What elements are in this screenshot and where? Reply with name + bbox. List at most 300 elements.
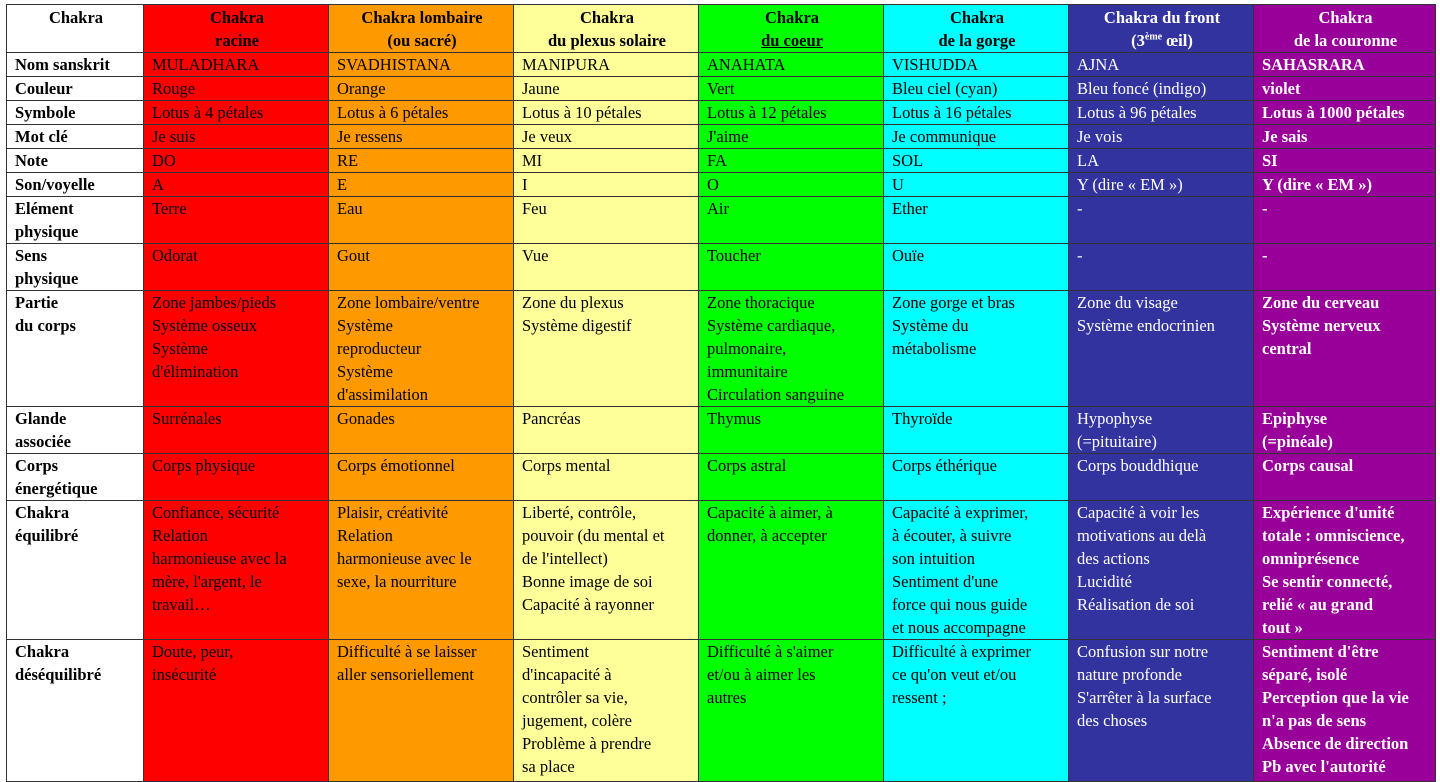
table-cell xyxy=(1254,197,1436,244)
table-cell xyxy=(699,407,884,454)
cell-line: - xyxy=(1262,199,1268,218)
table-cell xyxy=(1254,77,1436,101)
cell-line: Je sais xyxy=(1262,127,1308,146)
cell-line: omniprésence xyxy=(1262,549,1360,568)
cell-line: Vue xyxy=(522,246,549,265)
row-label xyxy=(7,407,144,454)
table-cell xyxy=(884,125,1069,149)
cell-line: SI xyxy=(1262,151,1278,170)
table-cell xyxy=(1069,173,1254,197)
row-label xyxy=(7,125,144,149)
cell-line: Corps physique xyxy=(152,456,256,475)
cell-line: Difficulté à s'aimer xyxy=(707,642,834,661)
cell-line: de l'intellect) xyxy=(522,549,608,568)
cell-line: Odorat xyxy=(152,246,198,265)
cell-line: Doute, peur, xyxy=(152,642,234,661)
cell-line: U xyxy=(892,175,904,194)
cell-line: Système osseux xyxy=(152,316,257,335)
cell-line: n'a pas de sens xyxy=(1262,711,1367,730)
header-superscript: ème xyxy=(1144,31,1163,43)
cell-line: force qui nous guide xyxy=(892,595,1028,614)
table-cell xyxy=(329,173,514,197)
table-row xyxy=(7,454,1436,501)
cell-line: nature profonde xyxy=(1077,665,1182,684)
cell-line: SVADHISTANA xyxy=(337,55,451,74)
table-cell xyxy=(884,77,1069,101)
cell-line: Orange xyxy=(337,79,386,98)
table-cell xyxy=(884,101,1069,125)
cell-line: Difficulté à exprimer xyxy=(892,642,1031,661)
cell-line: (=pinéale) xyxy=(1262,432,1333,451)
cell-line: Zone du plexus xyxy=(522,293,624,312)
table-cell xyxy=(144,53,329,77)
cell-line: Ouïe xyxy=(892,246,925,265)
cell-line: insécurité xyxy=(152,665,217,684)
cell-line: Système nerveux xyxy=(1262,316,1381,335)
table-cell xyxy=(699,291,884,407)
table-cell xyxy=(329,77,514,101)
table-cell xyxy=(1069,149,1254,173)
table-cell xyxy=(514,407,699,454)
row-label-line: Chakra xyxy=(15,503,70,522)
cell-line: Pancréas xyxy=(522,409,581,428)
row-label-line: Nom sanskrit xyxy=(15,55,110,74)
row-label xyxy=(7,501,144,640)
cell-line: Thymus xyxy=(707,409,762,428)
cell-line: pulmonaire, xyxy=(707,339,787,358)
cell-line: J'aime xyxy=(707,127,749,146)
cell-line: à écouter, à suivre xyxy=(892,526,1012,545)
cell-line: Jaune xyxy=(522,79,560,98)
cell-line: Relation xyxy=(152,526,208,545)
table-cell xyxy=(514,640,699,782)
chakra-table xyxy=(6,4,1436,782)
cell-line: Y (dire « EM ») xyxy=(1077,175,1183,194)
cell-line: Surrénales xyxy=(152,409,222,428)
cell-line: Epiphyse xyxy=(1262,409,1328,428)
cell-line: Je communique xyxy=(892,127,997,146)
table-cell xyxy=(884,501,1069,640)
table-cell xyxy=(884,407,1069,454)
table-cell xyxy=(144,149,329,173)
cell-line: DO xyxy=(152,151,176,170)
cell-line: motivations au delà xyxy=(1077,526,1207,545)
cell-line: Je suis xyxy=(152,127,196,146)
cell-line: Terre xyxy=(152,199,187,218)
cell-line: A xyxy=(152,175,164,194)
table-cell xyxy=(329,125,514,149)
header-line-2: (ou sacré) xyxy=(387,31,457,50)
column-header xyxy=(144,5,329,53)
cell-line: ce qu'on veut et/ou xyxy=(892,665,1017,684)
cell-line: Système xyxy=(337,362,393,381)
table-cell xyxy=(1254,173,1436,197)
cell-line: d'élimination xyxy=(152,362,239,381)
cell-line: ressent ; xyxy=(892,688,947,707)
cell-line: Lotus à 96 pétales xyxy=(1077,103,1197,122)
table-cell xyxy=(1069,454,1254,501)
cell-line: Sentiment d'une xyxy=(892,572,999,591)
cell-line: AJNA xyxy=(1077,55,1120,74)
cell-line: MULADHARA xyxy=(152,55,260,74)
table-cell xyxy=(1069,640,1254,782)
table-cell xyxy=(1254,149,1436,173)
table-cell xyxy=(144,77,329,101)
cell-line: Corps éthérique xyxy=(892,456,997,475)
cell-line: Feu xyxy=(522,199,547,218)
table-cell xyxy=(1069,244,1254,291)
table-cell xyxy=(329,244,514,291)
header-line-1: Chakra xyxy=(949,8,1005,27)
cell-line: relié « au grand xyxy=(1262,595,1374,614)
cell-line: Confiance, sécurité xyxy=(152,503,280,522)
cell-line: reproducteur xyxy=(337,339,422,358)
cell-line: Lotus à 1000 pétales xyxy=(1262,103,1405,122)
cell-line: Capacité à aimer, à xyxy=(707,503,833,522)
row-label xyxy=(7,173,144,197)
cell-line: ANAHATA xyxy=(707,55,786,74)
table-cell xyxy=(699,501,884,640)
cell-line: harmonieuse avec la xyxy=(152,549,287,568)
table-cell xyxy=(884,53,1069,77)
row-label-line: équilibré xyxy=(15,526,79,545)
table-cell xyxy=(884,149,1069,173)
cell-line: Zone thoracique xyxy=(707,293,815,312)
table-cell xyxy=(1069,291,1254,407)
cell-line: Capacité à voir les xyxy=(1077,503,1200,522)
cell-line: Lotus à 12 pétales xyxy=(707,103,827,122)
table-row xyxy=(7,407,1436,454)
row-label-line: Mot clé xyxy=(15,127,68,146)
cell-line: Sentiment d'être xyxy=(1262,642,1379,661)
cell-line: FA xyxy=(707,151,727,170)
cell-line: Zone du visage xyxy=(1077,293,1178,312)
cell-line: MANIPURA xyxy=(522,55,611,74)
table-cell xyxy=(144,291,329,407)
corner-header: Chakra xyxy=(7,5,144,53)
cell-line: autres xyxy=(707,688,747,707)
cell-line: Système xyxy=(152,339,208,358)
table-cell xyxy=(514,291,699,407)
cell-line: central xyxy=(1262,339,1312,358)
cell-line: Expérience d'unité xyxy=(1262,503,1395,522)
cell-line: Problème à prendre xyxy=(522,734,652,753)
header-line-2: racine xyxy=(215,31,259,50)
row-label-line: déséquilibré xyxy=(15,665,102,684)
cell-line: Vert xyxy=(707,79,735,98)
header-line-2: de la couronne xyxy=(1293,31,1398,50)
table-cell xyxy=(699,101,884,125)
header-line-1: Chakra xyxy=(209,8,265,27)
table-cell xyxy=(699,244,884,291)
cell-line: Système endocrinien xyxy=(1077,316,1215,335)
row-label xyxy=(7,77,144,101)
cell-line: harmonieuse avec le xyxy=(337,549,472,568)
table-cell xyxy=(699,454,884,501)
header-text: (3 xyxy=(1131,31,1145,50)
cell-line: SOL xyxy=(892,151,924,170)
row-label-line: Glande xyxy=(15,409,67,428)
cell-line: sexe, la nourriture xyxy=(337,572,457,591)
cell-line: (=pituitaire) xyxy=(1077,432,1157,451)
cell-line: Zone jambes/pieds xyxy=(152,293,277,312)
table-cell xyxy=(699,640,884,782)
header-line-1: Chakra xyxy=(1318,8,1373,27)
table-cell xyxy=(514,77,699,101)
table-row xyxy=(7,173,1436,197)
table-cell xyxy=(329,197,514,244)
cell-line: Je veux xyxy=(522,127,572,146)
table-cell xyxy=(1254,101,1436,125)
table-cell xyxy=(1254,125,1436,149)
table-cell xyxy=(884,244,1069,291)
cell-line: immunitaire xyxy=(707,362,788,381)
table-cell xyxy=(329,291,514,407)
cell-line: LA xyxy=(1077,151,1099,170)
table-row xyxy=(7,101,1436,125)
cell-line: des actions xyxy=(1077,549,1150,568)
table-cell xyxy=(884,173,1069,197)
table-cell xyxy=(1254,407,1436,454)
cell-line: sa place xyxy=(522,757,575,776)
table-cell xyxy=(329,454,514,501)
table-cell xyxy=(1254,291,1436,407)
cell-line: Lucidité xyxy=(1077,572,1132,591)
table-cell xyxy=(1069,501,1254,640)
cell-line: MI xyxy=(522,151,543,170)
header-line-2: du coeur xyxy=(761,31,823,50)
table-cell xyxy=(514,197,699,244)
cell-line: violet xyxy=(1262,79,1301,98)
row-label-line: Symbole xyxy=(15,103,76,122)
table-cell xyxy=(514,125,699,149)
table-cell xyxy=(1254,640,1436,782)
row-label-line: Couleur xyxy=(15,79,73,98)
header-line-1: Chakra du front xyxy=(1103,8,1221,27)
cell-line: Absence de direction xyxy=(1262,734,1409,753)
cell-line: Liberté, contrôle, xyxy=(522,503,637,522)
header-line-1: Chakra xyxy=(579,8,635,27)
cell-line: Système digestif xyxy=(522,316,632,335)
cell-line: Rouge xyxy=(152,79,196,98)
header-text: œil) xyxy=(1162,31,1193,50)
table-cell xyxy=(1254,501,1436,640)
cell-line: métabolisme xyxy=(892,339,977,358)
cell-line: Corps émotionnel xyxy=(337,456,455,475)
table-cell xyxy=(514,101,699,125)
cell-line: Capacité à rayonner xyxy=(522,595,654,614)
table-cell xyxy=(1069,53,1254,77)
cell-line: Bonne image de soi xyxy=(522,572,653,591)
cell-line: Air xyxy=(707,199,729,218)
row-label-line: physique xyxy=(15,222,79,241)
cell-line: Gonades xyxy=(337,409,395,428)
table-row xyxy=(7,77,1436,101)
cell-line: Lotus à 10 pétales xyxy=(522,103,642,122)
table-cell xyxy=(514,501,699,640)
table-cell xyxy=(884,640,1069,782)
row-label xyxy=(7,454,144,501)
cell-line: son intuition xyxy=(892,549,975,568)
column-header xyxy=(1069,5,1254,53)
cell-line: donner, à accepter xyxy=(707,526,827,545)
column-header xyxy=(699,5,884,53)
cell-line: Perception que la vie xyxy=(1262,688,1409,707)
header-line-2: de la gorge xyxy=(938,31,1016,50)
table-row xyxy=(7,53,1436,77)
row-label xyxy=(7,149,144,173)
row-label-line: du corps xyxy=(15,316,76,335)
table-cell xyxy=(514,173,699,197)
table-cell xyxy=(1069,407,1254,454)
cell-line: Ether xyxy=(892,199,928,218)
cell-line: contrôler sa vie, xyxy=(522,688,628,707)
column-header xyxy=(884,5,1069,53)
table-cell xyxy=(514,53,699,77)
table-cell xyxy=(144,197,329,244)
cell-line: Corps causal xyxy=(1262,456,1354,475)
table-cell xyxy=(329,501,514,640)
row-label xyxy=(7,244,144,291)
table-cell xyxy=(1069,197,1254,244)
table-cell xyxy=(1069,77,1254,101)
cell-line: totale : omniscience, xyxy=(1262,526,1405,545)
cell-line: et/ou à aimer les xyxy=(707,665,816,684)
table-cell xyxy=(329,149,514,173)
cell-line: Capacité à exprimer, xyxy=(892,503,1029,522)
table-cell xyxy=(514,244,699,291)
row-label xyxy=(7,53,144,77)
column-header xyxy=(1254,5,1436,53)
row-label-line: Chakra xyxy=(15,642,70,661)
table-cell xyxy=(144,640,329,782)
table-cell xyxy=(699,197,884,244)
cell-line: Système xyxy=(337,316,393,335)
table-cell xyxy=(699,125,884,149)
table-cell xyxy=(329,53,514,77)
table-row xyxy=(7,244,1436,291)
cell-line: jugement, colère xyxy=(522,711,632,730)
table-cell xyxy=(1254,454,1436,501)
table-cell xyxy=(514,149,699,173)
cell-line: séparé, isolé xyxy=(1262,665,1348,684)
table-cell xyxy=(884,197,1069,244)
table-cell xyxy=(144,407,329,454)
cell-line: travail… xyxy=(152,595,211,614)
table-cell xyxy=(884,291,1069,407)
table-row xyxy=(7,125,1436,149)
row-label xyxy=(7,291,144,407)
cell-line: VISHUDDA xyxy=(892,55,979,74)
table-cell xyxy=(1254,53,1436,77)
cell-line: Pb avec l'autorité xyxy=(1262,757,1386,776)
cell-line: Relation xyxy=(337,526,393,545)
cell-line: pouvoir (du mental et xyxy=(522,526,665,545)
cell-line: d'incapacité à xyxy=(522,665,612,684)
cell-line: Toucher xyxy=(707,246,761,265)
cell-line: Bleu ciel (cyan) xyxy=(892,79,998,98)
cell-line: Sentiment xyxy=(522,642,589,661)
cell-line: - xyxy=(1262,246,1268,265)
table-cell xyxy=(144,244,329,291)
table-row xyxy=(7,501,1436,640)
cell-line: I xyxy=(522,175,528,194)
table-cell xyxy=(699,149,884,173)
cell-line: Corps astral xyxy=(707,456,787,475)
header-line-1: Chakra lombaire xyxy=(361,8,483,27)
row-label xyxy=(7,197,144,244)
row-label xyxy=(7,101,144,125)
cell-line: Bleu foncé (indigo) xyxy=(1077,79,1207,98)
cell-line: - xyxy=(1077,199,1083,218)
table-row xyxy=(7,640,1436,782)
cell-line: Thyroïde xyxy=(892,409,953,428)
cell-line: Se sentir connecté, xyxy=(1262,572,1393,591)
cell-line: O xyxy=(707,175,719,194)
cell-line: Corps mental xyxy=(522,456,611,475)
table-cell xyxy=(1069,125,1254,149)
table-cell xyxy=(514,454,699,501)
table-cell xyxy=(699,173,884,197)
row-label xyxy=(7,640,144,782)
cell-line: Gout xyxy=(337,246,370,265)
cell-line: Y (dire « EM ») xyxy=(1262,175,1372,194)
cell-line: Zone du cerveau xyxy=(1262,293,1380,312)
table-cell xyxy=(1069,101,1254,125)
cell-line: Difficulté à se laisser xyxy=(337,642,477,661)
table-cell xyxy=(144,101,329,125)
cell-line: Lotus à 4 pétales xyxy=(152,103,264,122)
cell-line: E xyxy=(337,175,348,194)
cell-line: Plaisir, créativité xyxy=(337,503,449,522)
cell-line: Eau xyxy=(337,199,363,218)
table-cell xyxy=(699,53,884,77)
cell-line: des choses xyxy=(1077,711,1148,730)
cell-line: aller sensoriellement xyxy=(337,665,474,684)
cell-line: Je vois xyxy=(1077,127,1123,146)
table-cell xyxy=(884,454,1069,501)
cell-line: Système cardiaque, xyxy=(707,316,836,335)
cell-line: Système du xyxy=(892,316,969,335)
header-line-2 xyxy=(1077,29,1247,52)
cell-line: S'arrêter à la surface xyxy=(1077,688,1212,707)
table-row xyxy=(7,291,1436,407)
cell-line: mère, l'argent, le xyxy=(152,572,262,591)
cell-line: tout » xyxy=(1262,618,1303,637)
row-label-line: physique xyxy=(15,269,79,288)
header-line-1: Chakra xyxy=(764,8,820,27)
row-label-line: associée xyxy=(15,432,71,451)
cell-line: d'assimilation xyxy=(337,385,428,404)
row-label-line: Sens xyxy=(15,246,48,265)
table-cell xyxy=(329,101,514,125)
table-cell xyxy=(329,407,514,454)
table-cell xyxy=(329,640,514,782)
table-row xyxy=(7,149,1436,173)
table-cell xyxy=(144,173,329,197)
table-cell xyxy=(144,454,329,501)
cell-line: Zone gorge et bras xyxy=(892,293,1015,312)
cell-line: Confusion sur notre xyxy=(1077,642,1209,661)
cell-line: Je ressens xyxy=(337,127,403,146)
row-label-line: énergétique xyxy=(15,479,98,498)
cell-line: SAHASRARA xyxy=(1262,55,1365,74)
column-header xyxy=(329,5,514,53)
cell-line: Corps bouddhique xyxy=(1077,456,1199,475)
cell-line: Circulation sanguine xyxy=(707,385,845,404)
row-label-line: Son/voyelle xyxy=(15,175,95,194)
cell-line: Lotus à 6 pétales xyxy=(337,103,449,122)
